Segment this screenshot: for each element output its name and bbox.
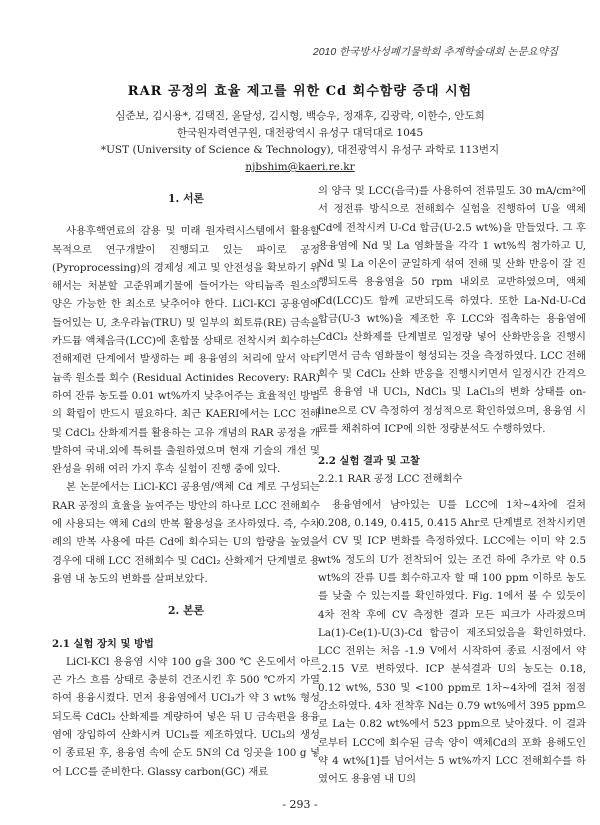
right-column [318,182,586,789]
intro-paragraph-2: 본 논문에서는 LiCl-KCl 공용염/액체 Cd 계로 구성되는 RAR 공정의 효율을 높여주는 방안의 하나로 LCC 전해회수에 사용되는 액체 Cd의 반복 활용성을 조사하였다. 즉, 수차례의 반복 사용에 따른 Cd에 회수되는 U의 함량을 높였을 경우에 대해 LCC 전해회수 및 CdCl₂ 산화제거 단계별로 용융염 내 농도의 변화를 살펴보았다. [52,481,320,585]
left-column [52,190,320,781]
methods-paragraph-continued: 의 양극 및 LCC(음극)를 사용하여 전류밀도 30 mA/cm²에서 정전류 방식으로 전해회수 실험을 진행하여 U을 액체 Cd에 전착시켜 U-Cd 합금(U-2.5 wt%)을 만들었다. 그 후 용융염에 Nd 및 La 염화물을 각각 1 wt%씩 첨가하고 U, Nd 및 La 이온이 균일하게 섞여 전해 및 산화 반응이 잘 진행되도록 용융염을 50 rpm 내외로 교반하였으며, 액체 Cd(LCC)도 함께 교반되도록 하였다. 또한 La-Nd-U-Cd 합금(U-3 wt%)을 제조한 후 LCC와 접촉하는 용융염에 CdCl₂ 산화제를 단계별로 일정량 넣어 산화반응을 진행시키면서 금속 염화물이 형성되는 것을 측정하였다. LCC 전해회수 및 CdCl₂ 산화 반응을 진행시키면서 일정시간 간격으로 용융염 내 UCl₃, NdCl₃ 및 LaCl₃의 변화 상태를 on-line으로 CV 측정하여 정성적으로 확인하였으며, 용융염 시료를 채취하여 ICP에 의한 정량분석도 수행하였다. [318,185,586,435]
intro-paragraph-1: 사용후핵연료의 감용 및 미래 원자력시스템에서 활용할 목적으로 연구개발이 진행되고 있는 파이로 공정(Pyroprocessing)의 경제성 제고 및 안전성을 확보하기 위해서는 처분할 고준위폐기물에 들어가는 악티늄족 원소의 양은 가능한 한 최소로 낮추어야 한다. LiCl-KCl 공용염에 들어있는 U, 초우라늄(TRU) 및 일부의 희토류(RE) 금속을 카드뮴 액체음극(LCC)에 혼합물 상태로 전착시켜 회수하는 전해제련 단계에서 발생하는 폐 용융염의 처리에 앞서 악티늄족 원소를 회수 (Residual Actinides Recovery: RAR)하여 잔류 농도를 0.01 wt%까지 낮추어주는 효율적인 방법의 확립이 반드시 필요하다. 최근 KAERI에서는 LCC 전해 및 CdCl₂ 산화제거를 활용하는 고유 개념의 RAR 공정을 개발하여 국내.외에 특허를 출원하였으며 현재 기술의 개선 및 완성을 위해 여러 가지 후속 실험이 진행 중에 있다. [52,225,320,476]
page-number: - 293 - [282,798,318,811]
running-header: 2010 한국방사성폐기물학회 추계학술대회 논문요약집 [312,46,558,58]
subsection-title-2-1: 2.1 실험 장치 및 방법 [52,637,154,650]
methods-paragraph-1: LiCl-KCl 용융염 시약 100 g을 300 ℃ 온도에서 아르곤 가스 흐름 상태로 충분히 건조시킨 후 500 ℃까지 가열하여 용융시켰다. 먼저 용융염에서 UCl₃가 약 3 wt% 형성되도록 CdCl₂ 산화제를 계량하여 넣은 뒤 U 금속편을 용융염에 장입하여 산화시켜 UCl₃를 제조하였다. UCl₃의 생성이 종료된 후, 용융염 속에 순도 5N의 Cd 잉곳을 100 g 넣어 LCC를 준비한다. Glassy carbon(GC) 재료 [52,655,320,778]
author-block [0,108,600,176]
affiliation-1: 한국원자력연구원, 대전광역시 유성구 대덕대로 1045 [176,127,424,139]
section-title-intro: 1. 서론 [168,192,204,205]
affiliation-2: *UST (University of Science & Technology), 대전광역시 유성구 과학로 113번지 [100,144,500,156]
results-paragraph-1: 용융염에서 남아있는 U를 LCC에 1차~4차에 걸쳐 0.208, 0.149, 0.415, 0.415 Ahr로 단계별로 전착시키면서 CV 및 ICP 변화를 측정하였다. LCC에는 이미 약 2.5 wt% 정도의 U가 전착되어 있는 조건 하에 추가로 약 0.5 wt%의 잔류 U를 회수하고자 할 때 100 ppm 이하로 농도를 낮출 수 있는지를 확인하였다. Fig. 1에서 볼 수 있듯이 4차 전착 후에 CV 측정한 결과 모든 피크가 사라졌으며 La(1)-Ce(1)-U(3)-Cd 합금이 제조되었음을 확인하였다. LCC 전위는 처음 -1.9 V에서 시작하여 종료 시점에서 약 -2.15 V로 변하였다. ICP 분석결과 U의 농도는 0.18, 0.12 wt%, 530 및 <100 ppm로 1차~4차에 걸쳐 점점 감소하였다. 4차 전착후 Nd는 0.79 wt%에서 395 ppm으로 La는 0.82 wt%에서 523 ppm으로 낮아졌다. 이 결과로부터 LCC에 회수된 금속 양이 액체Cd의 포화 용해도인 약 4 wt%[1]를 넘어서는 5 wt%까지 LCC 전해회수를 하였어도 용융염 내 U의 [318,498,586,786]
subsection-title-2-2-1: 2.2.1 RAR 공정 LCC 전해회수 [318,473,463,486]
paper-title: RAR 공정의 효율 제고를 위한 Cd 회수함량 증대 시험 [127,84,473,99]
section-title-body: 2. 본론 [168,604,204,618]
author-names: 심준보, 김시용*, 김택진, 윤달성, 김시형, 백승우, 정재후, 김광락, 이한수, 안도희 [115,110,485,122]
subsection-title-2-2: 2.2 실험 결과 및 고찰 [318,455,420,468]
author-email[interactable]: njbshim@kaeri.re.kr [245,161,355,173]
